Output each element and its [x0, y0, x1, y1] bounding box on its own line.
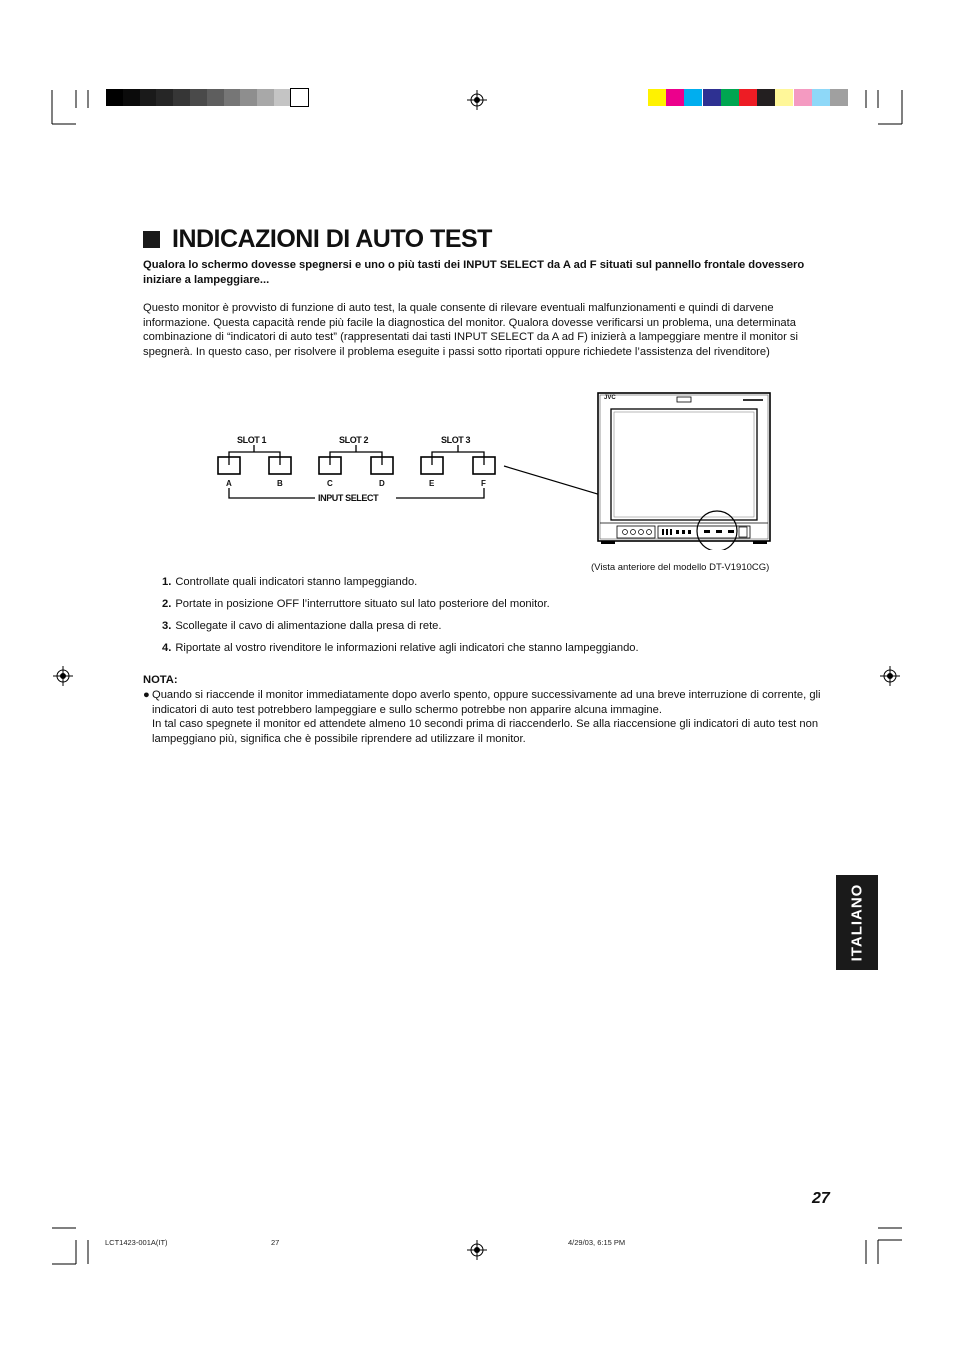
button-letter-e: E — [429, 479, 435, 488]
title-square-icon — [143, 231, 160, 248]
color-swatch — [739, 89, 757, 106]
input-select-group-label: INPUT SELECT — [318, 493, 379, 503]
color-swatch — [703, 89, 721, 106]
color-swatch — [648, 89, 666, 106]
slot-2-label: SLOT 2 — [339, 435, 369, 445]
button-letter-a: A — [226, 479, 232, 488]
gray-swatch — [173, 89, 190, 106]
step-1-num: 1. — [162, 576, 172, 588]
nota-text-1: Quando si riaccende il monitor immediatamente dopo averlo spento, oppure successivamente ad una breve interruzione di corrente, gli indicatori di auto test potrebbero lampeggiare e sullo schermo potrebbe non apparire alcuna immagine. — [152, 689, 821, 716]
step-2-text: Portate in posizione OFF l’interruttore situato sul lato posteriore del monitor. — [175, 598, 550, 610]
gray-swatch — [190, 89, 207, 106]
color-swatch — [812, 89, 830, 106]
registration-mark-right — [880, 666, 900, 686]
button-letter-f: F — [481, 479, 486, 488]
color-swatch — [721, 89, 739, 106]
color-swatch — [757, 89, 775, 106]
button-letter-b: B — [277, 479, 283, 488]
gray-swatch — [224, 89, 241, 106]
step-3-num: 3. — [162, 620, 172, 632]
button-letter-d: D — [379, 479, 385, 488]
button-letter-c: C — [327, 479, 333, 488]
color-swatch — [794, 89, 812, 106]
monitor-brand-logo: JVC — [604, 395, 616, 401]
gray-swatch — [257, 89, 274, 106]
step-1-text: Controllate quali indicatori stanno lampeggiando. — [175, 576, 418, 588]
step-4-num: 4. — [162, 642, 172, 654]
step-2 — [162, 597, 550, 612]
nota-text-2: In tal caso spegnete il monitor ed attendete almeno 10 secondi prima di riaccenderlo. Se alla riaccensione gli indicatori di auto test non lampeggiano più, significa che è possibile riprendere ad utilizzare il monitor. — [152, 718, 819, 745]
slot-1-label: SLOT 1 — [237, 435, 267, 445]
gray-swatch — [291, 89, 308, 106]
gray-swatch — [274, 89, 291, 106]
registration-mark-bottom — [467, 1240, 487, 1260]
step-3 — [162, 619, 442, 634]
nota-block — [143, 688, 823, 746]
step-4 — [162, 641, 639, 656]
gray-swatch — [156, 89, 173, 106]
step-1 — [162, 575, 417, 590]
color-swatch — [684, 89, 702, 106]
intro-bold-text: Qualora lo schermo dovesse spegnersi e uno o più tasti dei INPUT SELECT da A ad F situati sul pannello frontale dovessero iniziare a lampeggiare... — [143, 259, 805, 286]
step-4-text: Riportate al vostro rivenditore le informazioni relative agli indicatori che stanno lampeggiando. — [175, 642, 639, 654]
registration-mark-top — [467, 90, 487, 110]
diagram-caption: (Vista anteriore del modello DT-V1910CG) — [591, 562, 770, 573]
page-title — [143, 223, 492, 255]
intro-paragraph: Questo monitor è provvisto di funzione di auto test, la quale consente di rilevare eventuali malfunzionamenti e quindi di darvene informazione. Questa capacità rende più facile la diagnostica del monitor. Qualora dovesse verificarsi un problema, una determinata combinazione di “indicatori di auto test” (rappresentati dai tasti INPUT SELECT da A ad F) inizierà a lampeggiare mentre il monitor si spegnerà. In questo caso, per risolvere il problema eseguite i passi sotto riportati oppure richiedete l’assistenza del rivenditore) — [143, 302, 798, 358]
nota-label: NOTA: — [143, 674, 178, 686]
gray-swatch — [106, 89, 123, 106]
gray-swatch — [140, 89, 157, 106]
bullet-icon: ● — [143, 689, 150, 701]
footer-page: 27 — [271, 1238, 280, 1247]
gray-swatch — [123, 89, 140, 106]
registration-mark-left — [53, 666, 73, 686]
gray-swatch — [207, 89, 224, 106]
color-swatch — [666, 89, 684, 106]
color-swatch — [775, 89, 793, 106]
language-side-tab — [836, 875, 878, 970]
gray-swatch — [240, 89, 257, 106]
page-title-text: INDICAZIONI DI AUTO TEST — [172, 224, 492, 253]
footer-doc-code: LCT1423-001A(IT) — [105, 1238, 168, 1247]
color-swatch — [830, 89, 848, 106]
footer-timestamp: 4/29/03, 6:15 PM — [568, 1238, 626, 1247]
monitor-screen — [611, 409, 757, 520]
page-number: 27 — [812, 1190, 830, 1207]
step-2-num: 2. — [162, 598, 172, 610]
language-side-tab-label: ITALIANO — [848, 883, 866, 962]
slot-3-label: SLOT 3 — [441, 435, 471, 445]
monitor-front-illustration — [490, 390, 780, 550]
step-3-text: Scollegate il cavo di alimentazione dalla presa di rete. — [175, 620, 442, 632]
